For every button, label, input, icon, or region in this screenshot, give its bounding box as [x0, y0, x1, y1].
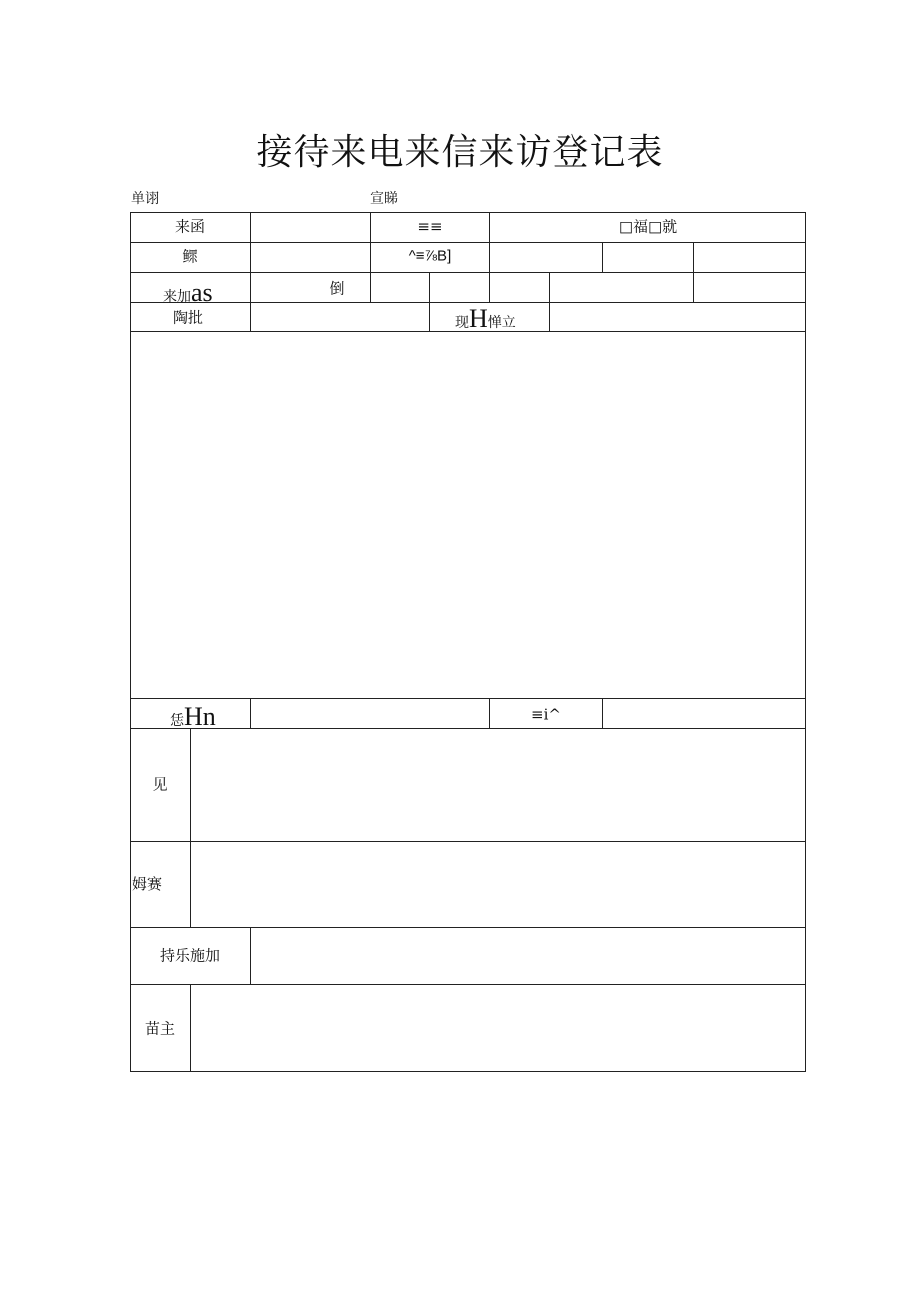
result-label: 持乐施加	[159, 946, 221, 965]
contact-type-checkboxes[interactable]: □福□就	[618, 217, 678, 236]
opinion-label: 见	[152, 775, 168, 794]
review-label: 姆赛	[132, 875, 163, 893]
row3-label: 来加as	[163, 278, 213, 307]
row2-label: 鳏	[182, 247, 198, 266]
row5-label: 恁Hn	[170, 702, 216, 731]
row4-mid-label: 现H惮立	[455, 304, 516, 333]
row4-label: 陶批	[172, 308, 204, 327]
unit-label: 单诩	[131, 191, 159, 207]
mid-label-3: 倒	[329, 279, 345, 298]
form-border	[131, 213, 806, 1072]
caller-label: 来函	[174, 217, 206, 236]
mid-label-1: ≡≡	[417, 217, 443, 236]
mid-label-5: ≡i^	[531, 705, 561, 724]
page-title: 接待来电来信来访登记表	[256, 132, 664, 173]
date-label: 宣睇	[370, 191, 398, 207]
remark-label: 苗主	[144, 1019, 176, 1038]
mid-label-2: ^≡⅞B]	[408, 247, 452, 265]
